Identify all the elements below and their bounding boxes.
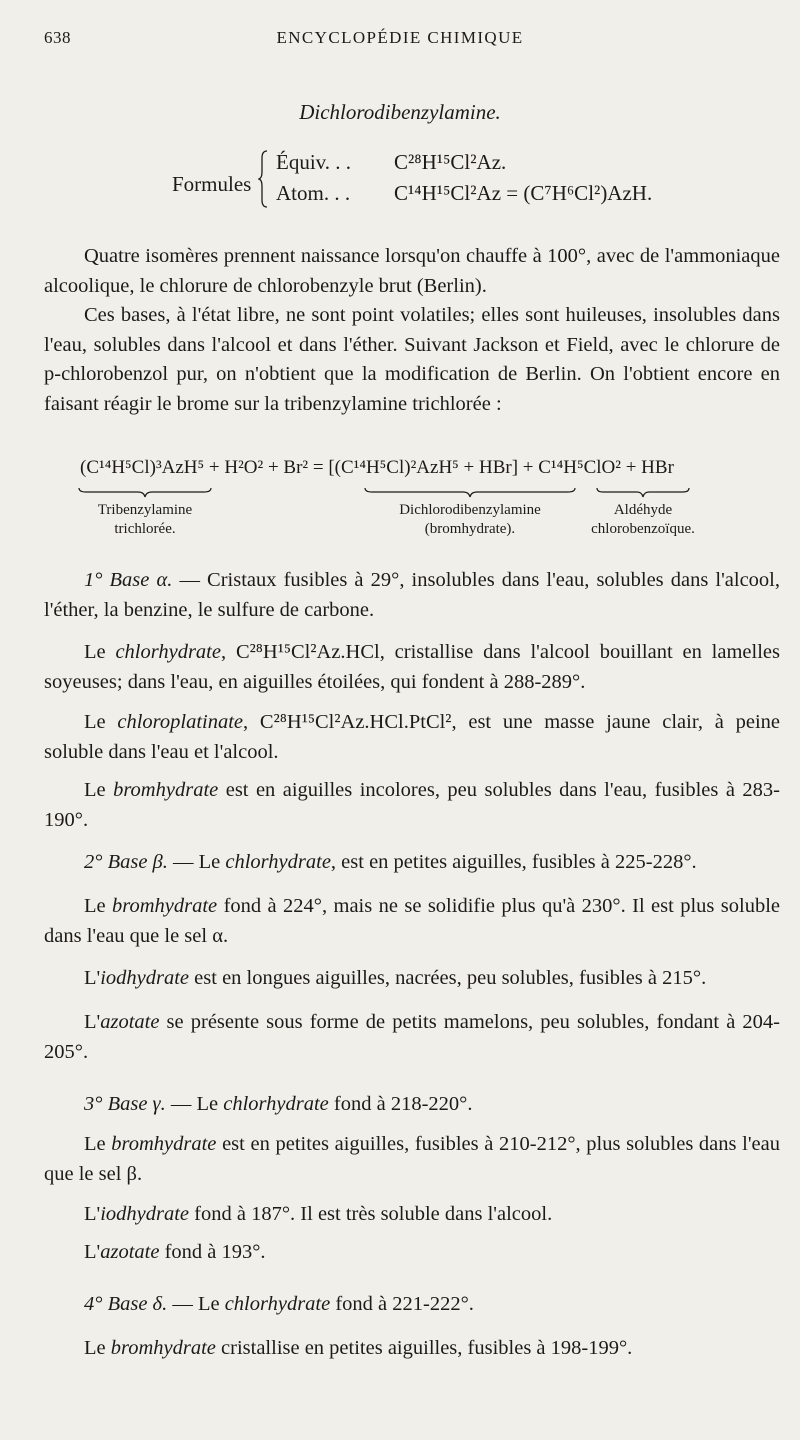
paragraph-base-delta: 4° Base δ. — Le chlorhydrate fond à 221-222°. <box>84 1293 474 1315</box>
base-heading: 1° Base α. <box>84 569 173 591</box>
term: chloroplatinate <box>117 711 244 733</box>
atom-label: Atom. . . <box>276 181 351 205</box>
underbrace-icon <box>78 486 212 498</box>
paragraph-base-beta: 2° Base β. — Le chlorhydrate, est en petites aiguilles, fusibles à 225-228°. <box>84 851 697 873</box>
underbrace-icon <box>364 486 576 498</box>
paragraph-chloroplatinate: Le chloroplatinate, C²⁸H¹⁵Cl²Az.HCl.PtCl², est une masse jaune clair, à peine soluble dans l'eau et l'alcool. <box>44 711 780 763</box>
page-number: 638 <box>44 28 71 47</box>
equiv-label: Équiv. . . <box>276 150 352 174</box>
term: chlorhydrate <box>224 1293 331 1315</box>
term: bromhydrate <box>113 779 219 801</box>
term: azotate <box>100 1011 160 1033</box>
paragraph-azotate: L'azotate fond à 193°. <box>84 1241 266 1263</box>
paragraph-base-alpha: 1° Base α. — Cristaux fusibles à 29°, insolubles dans l'eau, solubles dans l'alcool, l'éther, la benzine, le sulfure de carbone. <box>44 569 781 621</box>
term: iodhydrate <box>100 967 190 989</box>
base-heading: 2° Base β. <box>84 851 168 873</box>
paragraph-bromhydrate: Le bromhydrate cristallise en petites aiguilles, fusibles à 198-199°. <box>84 1337 633 1359</box>
running-title: ENCYCLOPÉDIE CHIMIQUE <box>276 28 524 47</box>
term: bromhydrate <box>110 1337 216 1359</box>
equation-label-product: Dichlorodibenzylamine (bromhydrate). <box>399 502 541 537</box>
brace-icon <box>258 150 268 208</box>
atom-value: C¹⁴H¹⁵Cl²Az = (C⁷H⁶Cl²)AzH. <box>394 181 653 205</box>
term: chlorhydrate <box>225 851 331 873</box>
term: iodhydrate <box>100 1203 190 1225</box>
term: chlorhydrate <box>223 1093 329 1115</box>
reaction-equation: (C¹⁴H⁵Cl)³AzH⁵ + H²O² + Br² = [(C¹⁴H⁵Cl)²AzH⁵ + HBr] + C¹⁴H⁵ClO² + HBr <box>80 457 674 478</box>
base-heading: 3° Base γ. <box>84 1093 166 1115</box>
paragraph-bromhydrate: Le bromhydrate est en aiguilles incolores, peu solubles dans l'eau, fusibles à 283-190°. <box>44 779 780 831</box>
paragraph-bromhydrate: Le bromhydrate est en petites aiguilles, fusibles à 210-212°, plus solubles dans l'eau que le sel β. <box>44 1133 780 1185</box>
paragraph-iodhydrate: L'iodhydrate fond à 187°. Il est très soluble dans l'alcool. <box>84 1203 553 1225</box>
section-title: Dichlorodibenzylamine. <box>299 100 501 124</box>
equation-label-aldehyde: Aldéhyde chlorobenzoïque. <box>591 502 695 537</box>
paragraph-azotate: L'azotate se présente sous forme de petits mamelons, peu solubles, fondant à 204-205°. <box>44 1011 780 1063</box>
base-heading: 4° Base δ. <box>84 1293 168 1315</box>
term: azotate <box>100 1241 160 1263</box>
formula-label: Formules <box>172 172 252 196</box>
underbrace-icon <box>596 486 690 498</box>
paragraph: Ces bases, à l'état libre, ne sont point volatiles; elles sont huileuses, insolubles dans l'eau, solubles dans l'alcool et dans l'éther. Suivant Jackson et Field, avec le chlorure de p-chlorobenzol pur, on n'obtient que la modification de Berlin. On l'obtient encore en faisant réagir le brome sur la tribenzylamine trichlorée : <box>44 304 780 415</box>
formula-equiv-row <box>276 150 507 175</box>
paragraph-base-gamma: 3° Base γ. — Le chlorhydrate fond à 218-220°. <box>84 1093 473 1115</box>
paragraph-bromhydrate: Le bromhydrate fond à 224°, mais ne se solidifie plus qu'à 230°. Il est plus soluble dans l'eau que le sel α. <box>44 895 780 947</box>
paragraph-chlorhydrate: Le chlorhydrate, C²⁸H¹⁵Cl²Az.HCl, cristallise dans l'alcool bouillant en lamelles soyeuses; dans l'eau, en aiguilles étoilées, qui fondent à 288-289°. <box>44 641 780 693</box>
term: chlorhydrate <box>115 641 221 663</box>
equation-label-reactant: Tribenzylamine trichlorée. <box>97 502 193 537</box>
term: bromhydrate <box>112 895 218 917</box>
formula-atom-row <box>276 181 653 206</box>
paragraph-iodhydrate: L'iodhydrate est en longues aiguilles, nacrées, peu solubles, fusibles à 215°. <box>84 967 707 989</box>
term: bromhydrate <box>111 1133 217 1155</box>
equiv-value: C²⁸H¹⁵Cl²Az. <box>394 150 507 174</box>
paragraph: Quatre isomères prennent naissance lorsqu'on chauffe à 100°, avec de l'ammoniaque alcoolique, le chlorure de chlorobenzyle brut (Berlin). <box>44 245 780 297</box>
